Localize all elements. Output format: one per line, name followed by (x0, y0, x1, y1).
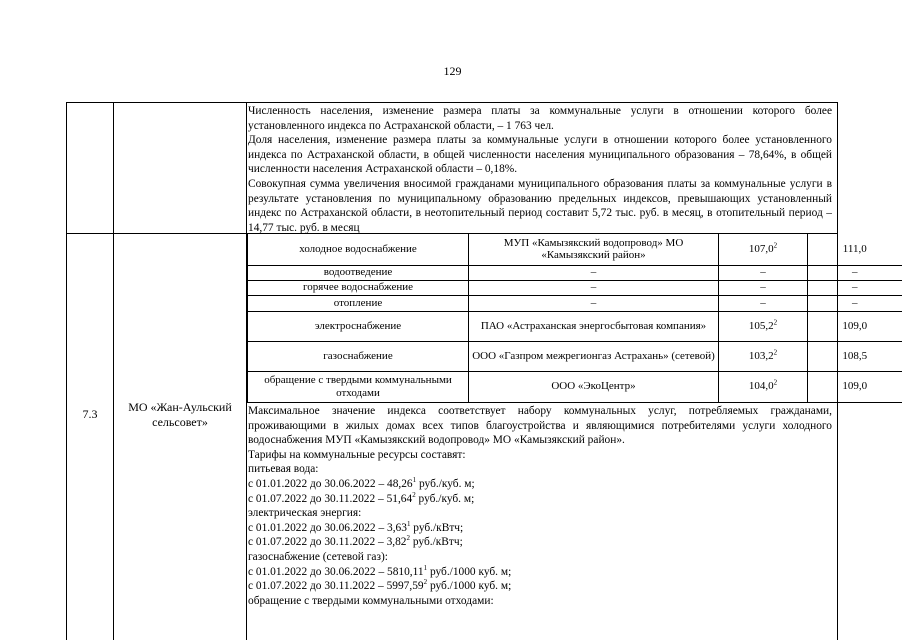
tariff-value: с 01.07.2022 до 30.11.2022 – 3,82 (248, 536, 407, 549)
service-name: обращение с твердыми коммунальными отходами (248, 371, 469, 402)
utility-row (248, 341, 902, 371)
service-name: электроснабжение (248, 311, 469, 341)
footnote-marker: 2 (423, 578, 428, 587)
limit-value: – (808, 295, 902, 311)
footnote-marker: 1 (423, 563, 428, 572)
index-number: 107,0 (748, 243, 774, 255)
footnote-marker: 2 (412, 490, 416, 499)
page-number: 129 (443, 64, 462, 78)
tariff-line (248, 565, 832, 580)
municipality-name: МО «Жан-Аульский сельсовет» (128, 400, 232, 429)
tariff-group-title: питьевая вода: (248, 463, 319, 476)
provider-name: ООО «ЭкоЦентр» (469, 371, 719, 402)
tariff-unit: руб./кВтч; (410, 536, 463, 549)
index-value (719, 280, 808, 295)
provider-name: – (469, 295, 719, 311)
max-index-text: Максимальное значение индекса соответствует набору коммунальных услуг, потребляемых гражданами, проживающими в жилых домах всех типов благоустройства и являющимися потребителями услуги холодного водоснабжения МУП «Камызякский водопровод» МО «Камызякский район». (248, 405, 832, 447)
limit-value: – (808, 280, 902, 295)
footnote-marker: 2 (773, 378, 778, 387)
payment-increase-paragraph: Совокупная сумма увеличения вносимой гражданами муниципального образования платы за коммунальные услуги в результате установления по муниципальному образованию предельных индексов, превышающих установленный индекс по Астраханской области, в неотопительный период составит 5,72 тыс. руб. в месяц, в отопительный период – 14,77 тыс. руб. в месяц (248, 177, 832, 234)
utilities-table (247, 234, 902, 403)
tariff-value: с 01.07.2022 до 30.11.2022 – 5997,59 (248, 580, 424, 593)
tariff-group-title: обращение с твердыми коммунальными отходами: (248, 594, 494, 607)
limit-value: – (808, 265, 902, 280)
index-value (719, 311, 808, 341)
intro-text (248, 104, 832, 235)
utility-row (248, 371, 902, 402)
footnote-marker: 2 (773, 241, 778, 250)
tariffs-section (248, 404, 832, 608)
limit-value: 108,5 (808, 341, 902, 371)
footnote-marker: 2 (773, 348, 778, 357)
index-number: 103,2 (748, 349, 774, 362)
data-table-frame (66, 102, 868, 640)
tariff-unit: руб./куб. м; (416, 477, 475, 490)
footnote-marker: 2 (773, 318, 778, 327)
footnote-marker: 1 (412, 476, 417, 485)
tariff-value: с 01.07.2022 до 30.11.2022 – 51,64 (248, 492, 413, 505)
index-value (719, 371, 808, 402)
limit-value: 111,0 (808, 234, 902, 265)
provider-name: ООО «Газпром межрегионгаз Астрахань» (сетевой) (469, 341, 719, 371)
utility-row (248, 295, 902, 311)
utility-row (248, 234, 902, 265)
limit-value: 109,0 (808, 371, 902, 402)
service-name: газоснабжение (248, 341, 469, 371)
footnote-marker: 1 (406, 519, 411, 528)
tariff-group-title: газоснабжение (сетевой газ): (248, 550, 388, 563)
tariff-value: с 01.01.2022 до 30.06.2022 – 5810,11 (248, 565, 424, 578)
tariff-group-title: электрическая энергия: (248, 507, 362, 520)
index-number: 105,2 (748, 319, 774, 332)
index-value (719, 295, 808, 311)
tariff-unit: руб./1000 куб. м; (427, 580, 512, 593)
tariff-value: с 01.01.2022 до 30.06.2022 – 48,26 (248, 477, 413, 490)
tariff-unit: руб./куб. м; (415, 492, 475, 505)
index-number: – (760, 266, 766, 279)
index-number: – (760, 296, 766, 309)
tariff-unit: руб./кВтч; (410, 521, 464, 534)
tariff-line (248, 535, 832, 550)
tariffs-heading: Тарифы на коммунальные ресурсы составят: (248, 448, 466, 461)
provider-name: ПАО «Астраханская энергосбытовая компания» (469, 311, 719, 341)
provider-name: – (469, 265, 719, 280)
tariff-line (248, 492, 832, 507)
tariff-line (248, 477, 832, 492)
utility-row (248, 280, 902, 295)
tariff-unit: руб./1000 куб. м; (427, 565, 512, 578)
footnote-marker: 2 (406, 534, 411, 543)
population-share-paragraph: Доля населения, изменение размера платы за коммунальные услуги в отношении которого более установленного индекса по Астраханской области, в общей численности населения муниципального образования – 78,64%, в общей численности населения Астраханской области – 0,18%. (248, 134, 832, 176)
row-number: 7.3 (82, 407, 98, 421)
service-name: холодное водоснабжение (248, 234, 469, 265)
tariff-groups (248, 462, 832, 608)
utility-row (248, 311, 902, 341)
index-number: – (760, 281, 766, 294)
index-value (719, 341, 808, 371)
tariff-value: с 01.01.2022 до 30.06.2022 – 3,63 (248, 521, 407, 534)
tariff-line (248, 521, 832, 536)
provider-name: МУП «Камызякский водопровод» МО «Камызякский район» (469, 234, 719, 265)
tariff-line (248, 579, 832, 594)
limit-value: 109,0 (808, 311, 902, 341)
index-value (719, 265, 808, 280)
service-name: горячее водоснабжение (248, 280, 469, 295)
provider-name: – (469, 280, 719, 295)
column-divider (113, 103, 114, 640)
index-value (719, 234, 808, 265)
service-name: отопление (248, 295, 469, 311)
utility-row (248, 265, 902, 280)
population-count-paragraph: Численность населения, изменение размера платы за коммунальные услуги в отношении которого более установленного индекса по Астраханской области, – 1 763 чел. (248, 105, 832, 132)
index-number: 104,0 (748, 380, 774, 393)
service-name: водоотведение (248, 265, 469, 280)
